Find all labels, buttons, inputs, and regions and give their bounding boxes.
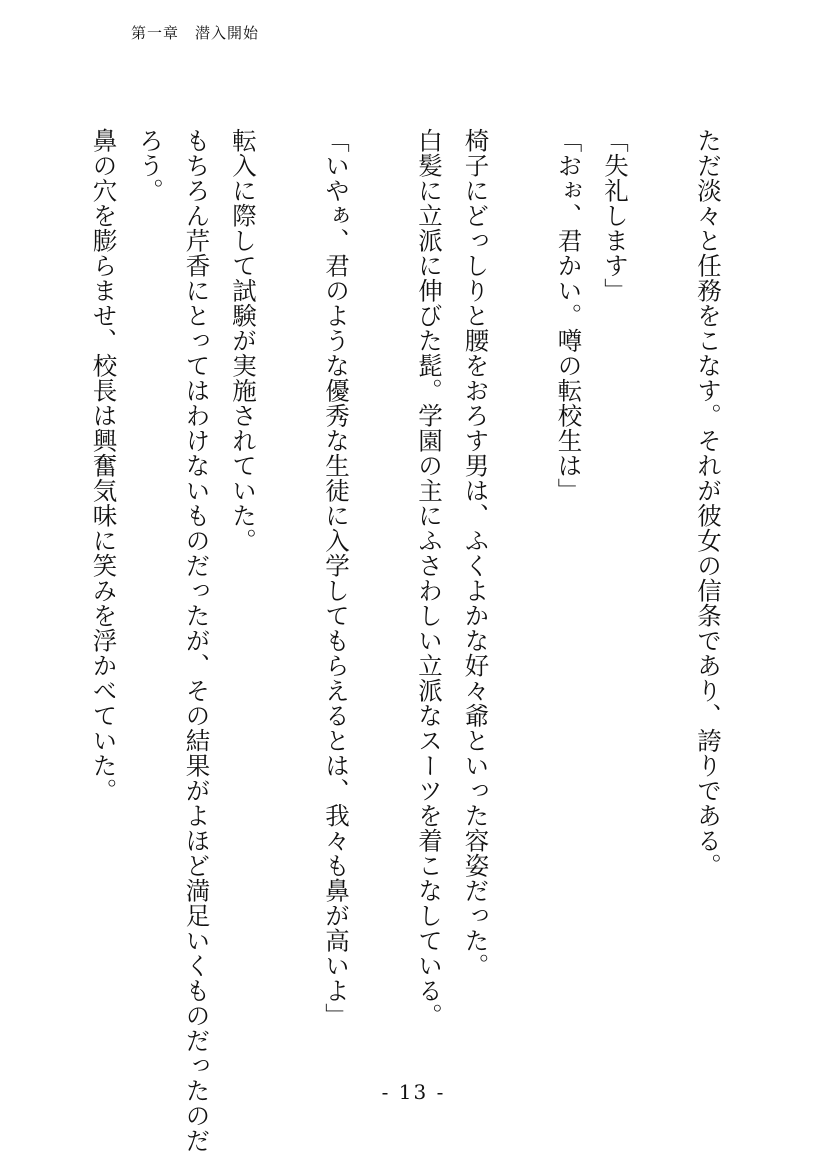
- text-line: もちろん芹香にとってはわけないものだったが、その結果がよほど満足いくものだったのだ: [182, 128, 212, 1153]
- text-line: 「失礼します」: [601, 128, 630, 303]
- text-line: ろう。: [136, 128, 165, 203]
- page-number: - 13 -: [381, 1080, 446, 1104]
- running-header: 第一章 潜入開始: [131, 24, 260, 42]
- text-line: 転入に際して試験が実施されていた。: [229, 128, 258, 553]
- text-line: 「おぉ、君かい。噂の転校生は」: [554, 128, 584, 503]
- blank-line: [499, 128, 546, 1088]
- text-line: 鼻の穴を膨らませ、校長は興奮気味に笑みを浮かべていた。: [89, 128, 119, 803]
- blank-line: [638, 128, 685, 1088]
- text-line: 椅子にどっしりと腰をおろす男は、ふくよかな好々爺といった容姿だった。: [461, 128, 491, 978]
- text-line: 白髪に立派に伸びた髭。学園の主にふさわしい立派なスーツを着こなしている。: [415, 128, 444, 1028]
- blank-line: [266, 128, 313, 1088]
- blank-line: [359, 128, 406, 1088]
- text-line: 「いやぁ、君のような優秀な生徒に入学してもらえるとは、我々も鼻が高いよ」: [322, 128, 351, 1028]
- text-line: ただ淡々と任務をこなす。それが彼女の信条であり、誇りである。: [694, 128, 723, 878]
